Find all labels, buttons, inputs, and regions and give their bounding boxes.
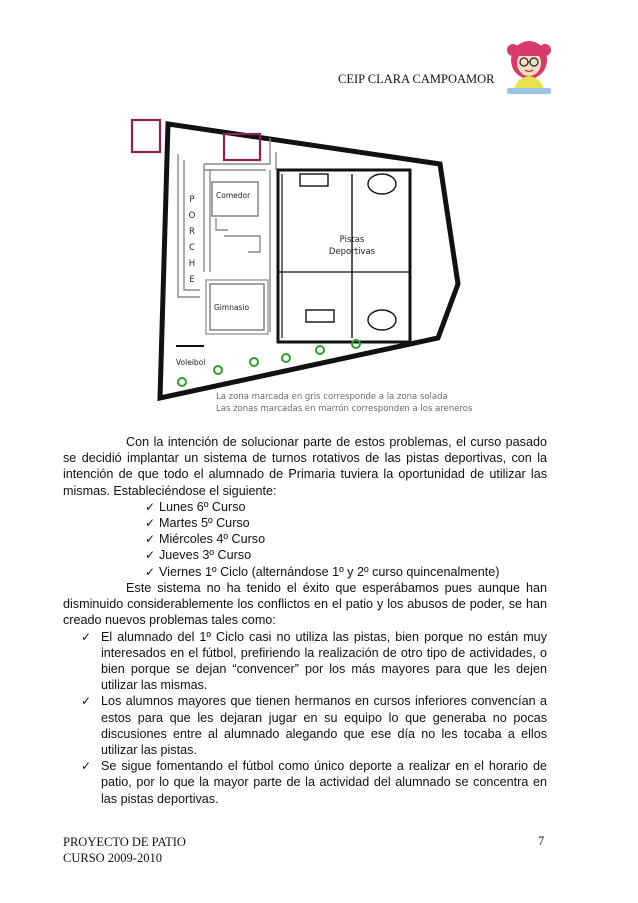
porche-letter: P [189, 195, 195, 205]
tree-icon [282, 354, 290, 362]
porche-letter: R [189, 227, 195, 237]
footer-project-title: PROYECTO DE PATIO [63, 835, 186, 849]
tree-icon [250, 358, 258, 366]
problems-list [63, 629, 547, 807]
tree-icon [316, 346, 324, 354]
porche-letter: O [188, 211, 196, 221]
paragraph-results: Este sistema no ha tenido el éxito que esperábamos pues aunque han disminuido considerablemente los conflictos en el patio y los abusos de poder, se han creado nuevos problemas tales como: [63, 581, 547, 628]
map-legend-line: Las zonas marcadas en marrón corresponden a los areneros [216, 404, 473, 414]
list-item: ✓ Lunes 6º Curso [145, 499, 547, 515]
map-legend-line: La zona marcada en gris corresponde a la zona solada [216, 392, 448, 402]
sandbox-top-left [132, 120, 160, 152]
comedor-label: Comedor [216, 191, 251, 200]
page-number: 7 [538, 834, 545, 848]
footer [63, 834, 186, 866]
paragraph-intro: Con la intención de solucionar parte de estos problemas, el curso pasado se decidió implantar un sistema de turnos rotativos de las pistas deportivas, con la intención de que todo el alumnado de Primaria tuviera la oportunidad de utilizar las mismas. Estableciéndose el siguiente: [63, 435, 547, 498]
list-item: ✓ Los alumnos mayores que tienen hermanos en cursos inferiores convencían a estos para que les dejaran jugar en su equipo lo que generaba no pocas discusiones entre al alumnado alegando que ese día no les tocaba a ellos utilizar las pistas. [81, 693, 547, 758]
list-item: ✓ El alumnado del 1º Ciclo casi no utiliza las pistas, bien porque no están muy interesados en el fútbol, prefiriendo la realización de otro tipo de actividades, o bien porque se dejan “convencer” por los más mayores para que les dejen utilizar las mismas. [81, 629, 547, 694]
footer-course-year: CURSO 2009-2010 [63, 851, 162, 865]
body-section-2 [63, 580, 547, 807]
list-item: ✓ Miércoles 4º Curso [145, 531, 547, 547]
girl-avatar-icon [505, 38, 553, 94]
list-item: ✓ Se sigue fomentando el fútbol como único deporte a realizar en el horario de patio, por lo que la mayor parte de la actividad del alumnado se concentra en las pistas deportivas. [81, 758, 547, 807]
header-school-name: CEIP CLARA CAMPOAMOR [338, 72, 495, 86]
tree-icon [214, 366, 222, 374]
schedule-list [63, 499, 547, 580]
list-item: ✓ Martes 5º Curso [145, 515, 547, 531]
school-plan-map [120, 112, 520, 422]
list-item: ✓ Jueves 3º Curso [145, 547, 547, 563]
gimnasio-label: Gimnasio [214, 303, 250, 312]
pistas-label: Pistas [339, 235, 365, 245]
pistas-label: Deportivas [328, 247, 376, 257]
tree-icon [178, 378, 186, 386]
porche-letter: C [189, 243, 195, 253]
list-item: ✓ Viernes 1º Ciclo (alternándose 1º y 2º curso quincenalmente) [145, 564, 547, 580]
voleibol-label: Voleibol [176, 358, 206, 367]
body-section-1 [63, 434, 547, 580]
porche-letter: H [188, 259, 196, 269]
porche-letter: E [189, 275, 195, 285]
